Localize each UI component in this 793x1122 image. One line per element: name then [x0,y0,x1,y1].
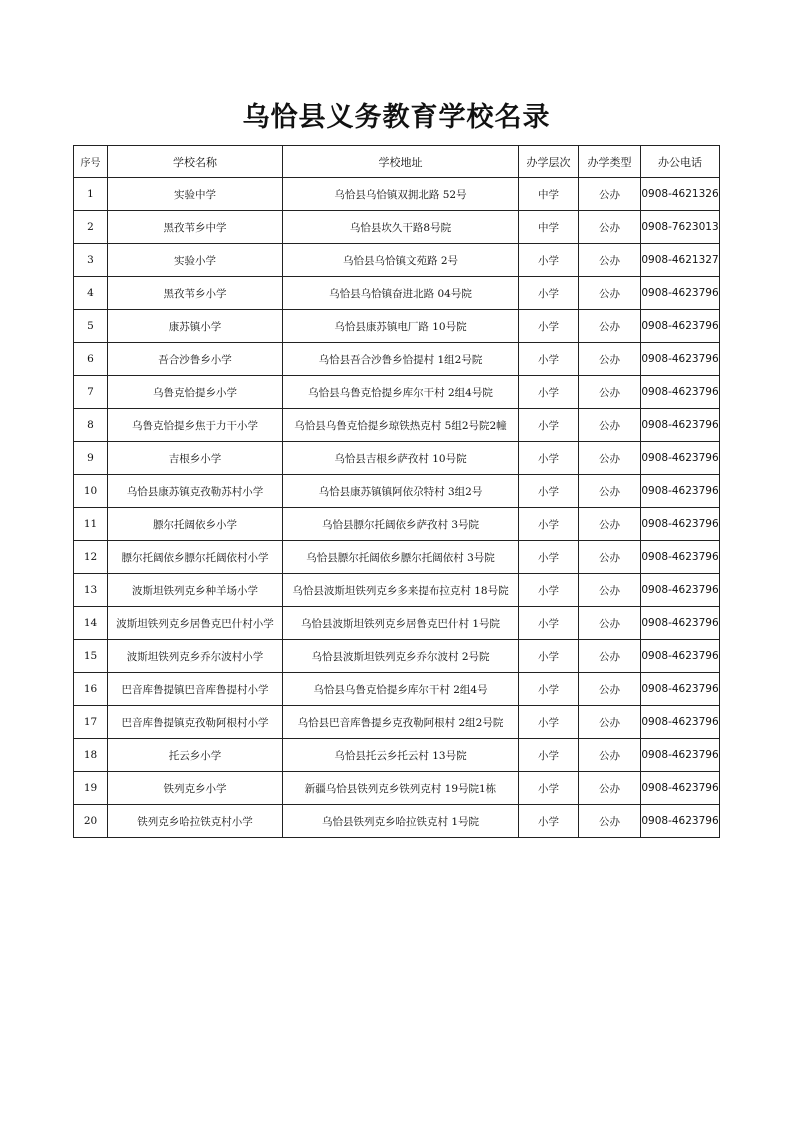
cell-index: 19 [74,772,108,805]
cell-school-level: 小学 [519,706,579,739]
header-phone: 办公电话 [641,146,720,178]
cell-school-name: 黑孜苇乡中学 [108,211,283,244]
cell-school-name: 膘尔托阔依乡膘尔托阔依村小学 [108,541,283,574]
cell-office-phone: 0908-4623796 [641,310,720,343]
cell-office-phone: 0908-4623796 [641,541,720,574]
cell-office-phone: 0908-4623796 [641,772,720,805]
cell-index: 11 [74,508,108,541]
cell-office-phone: 0908-4623796 [641,508,720,541]
cell-index: 1 [74,178,108,211]
cell-office-phone: 0908-4623796 [641,376,720,409]
cell-index: 12 [74,541,108,574]
cell-school-name: 乌鲁克恰提乡焦于力干小学 [108,409,283,442]
page-title: 乌恰县义务教育学校名录 [242,102,551,133]
cell-index: 15 [74,640,108,673]
cell-school-level: 中学 [519,178,579,211]
cell-school-address: 乌恰县康苏镇电厂路 10号院 [283,310,519,343]
cell-school-name: 吉根乡小学 [108,442,283,475]
table-row [74,541,720,574]
cell-office-phone: 0908-4623796 [641,673,720,706]
school-directory-table [73,145,720,838]
cell-school-address: 乌恰县坎久干路8号院 [283,211,519,244]
cell-index: 5 [74,310,108,343]
cell-index: 13 [74,574,108,607]
cell-school-name: 乌恰县康苏镇克孜勒苏村小学 [108,475,283,508]
header-address: 学校地址 [283,146,519,178]
cell-school-name: 膘尔托阔依乡小学 [108,508,283,541]
cell-school-type: 公办 [579,310,641,343]
cell-school-type: 公办 [579,178,641,211]
cell-index: 3 [74,244,108,277]
cell-school-address: 乌恰县乌鲁克恰提乡库尔干村 2组4号院 [283,376,519,409]
table-row [74,706,720,739]
cell-school-address: 乌恰县铁列克乡哈拉铁克村 1号院 [283,805,519,838]
cell-office-phone: 0908-4623796 [641,343,720,376]
cell-school-name: 铁列克乡哈拉铁克村小学 [108,805,283,838]
cell-school-address: 乌恰县波斯坦铁列克乡居鲁克巴什村 1号院 [283,607,519,640]
cell-school-name: 波斯坦铁列克乡乔尔波村小学 [108,640,283,673]
table-row [74,640,720,673]
cell-school-name: 波斯坦铁列克乡居鲁克巴什村小学 [108,607,283,640]
cell-school-address: 乌恰县乌鲁克恰提乡库尔干村 2组4号 [283,673,519,706]
cell-school-name: 乌鲁克恰提乡小学 [108,376,283,409]
cell-school-level: 小学 [519,244,579,277]
cell-school-level: 小学 [519,772,579,805]
cell-school-type: 公办 [579,244,641,277]
cell-school-name: 康苏镇小学 [108,310,283,343]
cell-index: 2 [74,211,108,244]
cell-school-type: 公办 [579,805,641,838]
cell-school-address: 乌恰县膘尔托阔依乡萨孜村 3号院 [283,508,519,541]
cell-school-level: 小学 [519,574,579,607]
cell-school-name: 实验小学 [108,244,283,277]
cell-school-type: 公办 [579,508,641,541]
cell-index: 18 [74,739,108,772]
cell-school-type: 公办 [579,739,641,772]
cell-office-phone: 0908-4623796 [641,277,720,310]
cell-school-address: 乌恰县吾合沙鲁乡恰提村 1组2号院 [283,343,519,376]
cell-index: 7 [74,376,108,409]
cell-office-phone: 0908-4623796 [641,805,720,838]
table-row [74,376,720,409]
cell-school-address: 乌恰县吉根乡萨孜村 10号院 [283,442,519,475]
cell-index: 4 [74,277,108,310]
cell-office-phone: 0908-4621327 [641,244,720,277]
cell-school-type: 公办 [579,409,641,442]
cell-index: 6 [74,343,108,376]
table-row [74,508,720,541]
cell-school-type: 公办 [579,343,641,376]
table-row [74,475,720,508]
cell-school-name: 巴音库鲁提镇巴音库鲁提村小学 [108,673,283,706]
cell-office-phone: 0908-4623796 [641,706,720,739]
table-row [74,178,720,211]
cell-office-phone: 0908-4623796 [641,739,720,772]
cell-school-name: 黑孜苇乡小学 [108,277,283,310]
cell-school-level: 小学 [519,442,579,475]
header-index: 序号 [74,146,108,178]
cell-index: 16 [74,673,108,706]
cell-school-name: 吾合沙鲁乡小学 [108,343,283,376]
cell-school-type: 公办 [579,442,641,475]
cell-school-address: 乌恰县乌恰镇文苑路 2号 [283,244,519,277]
cell-school-level: 小学 [519,805,579,838]
cell-school-address: 乌恰县托云乡托云村 13号院 [283,739,519,772]
table-row [74,739,720,772]
cell-school-type: 公办 [579,475,641,508]
table-row [74,442,720,475]
cell-index: 10 [74,475,108,508]
cell-office-phone: 0908-4623796 [641,574,720,607]
cell-school-level: 小学 [519,607,579,640]
cell-index: 17 [74,706,108,739]
cell-school-type: 公办 [579,607,641,640]
table-row [74,607,720,640]
cell-school-level: 小学 [519,739,579,772]
table-row [74,310,720,343]
cell-school-level: 小学 [519,277,579,310]
cell-school-name: 波斯坦铁列克乡种羊场小学 [108,574,283,607]
cell-school-level: 小学 [519,475,579,508]
cell-school-address: 乌恰县乌鲁克恰提乡琼铁热克村 5组2号院2幢 [283,409,519,442]
cell-school-level: 小学 [519,673,579,706]
cell-school-level: 小学 [519,640,579,673]
cell-school-level: 小学 [519,541,579,574]
cell-index: 20 [74,805,108,838]
cell-school-type: 公办 [579,706,641,739]
cell-school-address: 乌恰县波斯坦铁列克乡多来提布拉克村 18号院 [283,574,519,607]
header-name: 学校名称 [108,146,283,178]
cell-office-phone: 0908-4623796 [641,442,720,475]
cell-office-phone: 0908-7623013 [641,211,720,244]
cell-office-phone: 0908-4623796 [641,409,720,442]
cell-office-phone: 0908-4621326 [641,178,720,211]
cell-school-type: 公办 [579,211,641,244]
cell-index: 14 [74,607,108,640]
cell-school-address: 新疆乌恰县铁列克乡铁列克村 19号院1栋 [283,772,519,805]
table-row [74,211,720,244]
cell-school-name: 铁列克乡小学 [108,772,283,805]
table-row [74,343,720,376]
cell-school-level: 小学 [519,310,579,343]
cell-school-name: 巴音库鲁提镇克孜勒阿根村小学 [108,706,283,739]
cell-school-type: 公办 [579,376,641,409]
cell-school-level: 小学 [519,409,579,442]
cell-office-phone: 0908-4623796 [641,640,720,673]
cell-school-address: 乌恰县巴音库鲁提乡克孜勒阿根村 2组2号院 [283,706,519,739]
cell-index: 9 [74,442,108,475]
header-type: 办学类型 [579,146,641,178]
table-row [74,277,720,310]
table-row [74,409,720,442]
cell-index: 8 [74,409,108,442]
cell-school-address: 乌恰县乌恰镇奋进北路 04号院 [283,277,519,310]
table-header-row [74,146,720,178]
table-row [74,574,720,607]
cell-school-level: 中学 [519,211,579,244]
cell-school-type: 公办 [579,640,641,673]
cell-school-level: 小学 [519,343,579,376]
table-row [74,805,720,838]
cell-school-type: 公办 [579,541,641,574]
cell-school-type: 公办 [579,277,641,310]
cell-school-type: 公办 [579,574,641,607]
cell-school-address: 乌恰县膘尔托阔依乡膘尔托阔依村 3号院 [283,541,519,574]
cell-school-type: 公办 [579,772,641,805]
table-body [74,178,720,838]
cell-school-name: 托云乡小学 [108,739,283,772]
table-row [74,244,720,277]
cell-office-phone: 0908-4623796 [641,607,720,640]
cell-school-name: 实验中学 [108,178,283,211]
cell-school-type: 公办 [579,673,641,706]
cell-office-phone: 0908-4623796 [641,475,720,508]
header-level: 办学层次 [519,146,579,178]
table-row [74,673,720,706]
cell-school-address: 乌恰县波斯坦铁列克乡乔尔波村 2号院 [283,640,519,673]
cell-school-level: 小学 [519,376,579,409]
cell-school-address: 乌恰县乌恰镇双拥北路 52号 [283,178,519,211]
cell-school-address: 乌恰县康苏镇镇阿依尕特村 3组2号 [283,475,519,508]
cell-school-level: 小学 [519,508,579,541]
table-row [74,772,720,805]
